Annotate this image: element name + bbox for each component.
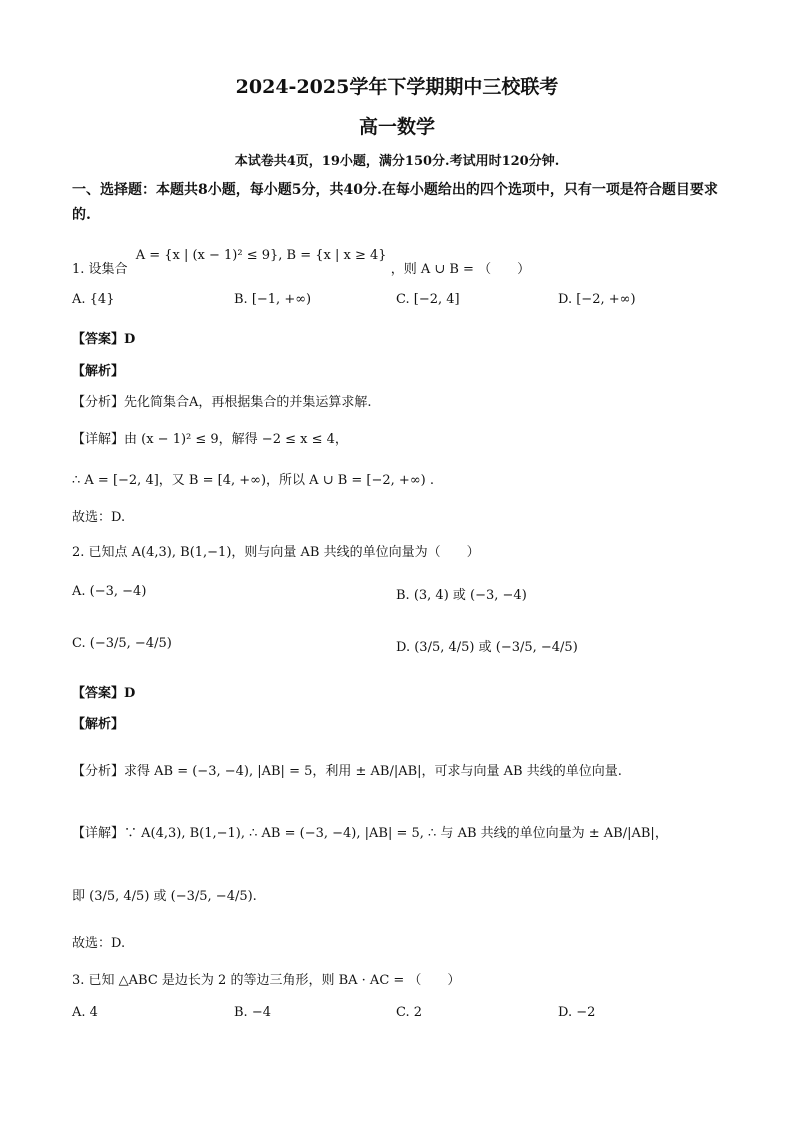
q2-option-a: A. (−3, −4) [72,584,147,599]
question-3-stem: 3. 已知 △ABC 是边长为 2 的等边三角形，则 BA · AC = （ ） [72,973,461,988]
exam-title: 2024-2025学年下学期期中三校联考 [235,76,559,98]
q2-option-c: C. (−3/5, −4/5) [72,636,172,651]
q1-answer: 【答案】D [72,332,136,347]
section-heading: 一、选择题：本题共8小题，每小题5分，共40分.在每小题给出的四个选项中，只有一项是符合题目要求的. [72,182,718,223]
q2-answer: 【答案】D [72,686,136,701]
q1-fenxi: 【分析】先化简集合A，再根据集合的并集运算求解. [72,395,372,410]
q1-option-d: D. [−2, +∞) [558,292,636,307]
q2-option-d: D. (3/5, 4/5) 或 (−3/5, −4/5) [396,640,578,655]
q1-option-b: B. [−1, +∞) [234,292,312,307]
q3-option-c: C. 2 [396,1005,423,1020]
question-1-stem [72,248,531,277]
q1-stem-suffix: ，则 A ∪ B = （ ） [390,262,531,277]
q2-analysis-label: 【解析】 [72,717,125,732]
q3-option-d: D. −2 [558,1005,596,1020]
q2-fenxi: 【分析】求得 AB = (−3, −4), |AB| = 5，利用 ± AB/|AB|，可求与向量 AB 共线的单位向量. [72,764,622,779]
q1-stem-prefix: 1. 设集合 [72,262,128,277]
q3-option-b: B. −4 [234,1005,271,1020]
q1-stem-math: A = {x | (x − 1)² ≤ 9}, B = {x | x ≥ 4} [135,248,387,263]
q2-detail-2: 即 (3/5, 4/5) 或 (−3/5, −4/5). [72,889,257,904]
exam-intro: 本试卷共4页，19小题，满分150分.考试用时120分钟. [234,154,560,169]
q2-detail-1: 【详解】∵ A(4,3), B(1,−1), ∴ AB = (−3, −4), |AB| = 5, ∴ 与 AB 共线的单位向量为 ± AB/|AB|， [72,826,668,841]
q1-option-a: A. {4} [72,292,115,307]
q1-detail-1: 【详解】由 (x − 1)² ≤ 9，解得 −2 ≤ x ≤ 4， [72,432,348,447]
q2-conclusion: 故选：D. [72,936,126,951]
q3-option-a: A. 4 [72,1005,98,1020]
q1-analysis-label: 【解析】 [72,364,125,379]
q1-option-c: C. [−2, 4] [396,292,460,307]
q2-option-b: B. (3, 4) 或 (−3, −4) [396,588,527,603]
q1-detail-2: ∴ A = [−2, 4]，又 B = [4, +∞)，所以 A ∪ B = [−2, +∞) . [72,473,434,488]
question-2-stem: 2. 已知点 A(4,3), B(1,−1)，则与向量 AB 共线的单位向量为（ ） [72,545,480,560]
q1-conclusion: 故选：D. [72,510,126,525]
subject-title: 高一数学 [358,116,435,138]
